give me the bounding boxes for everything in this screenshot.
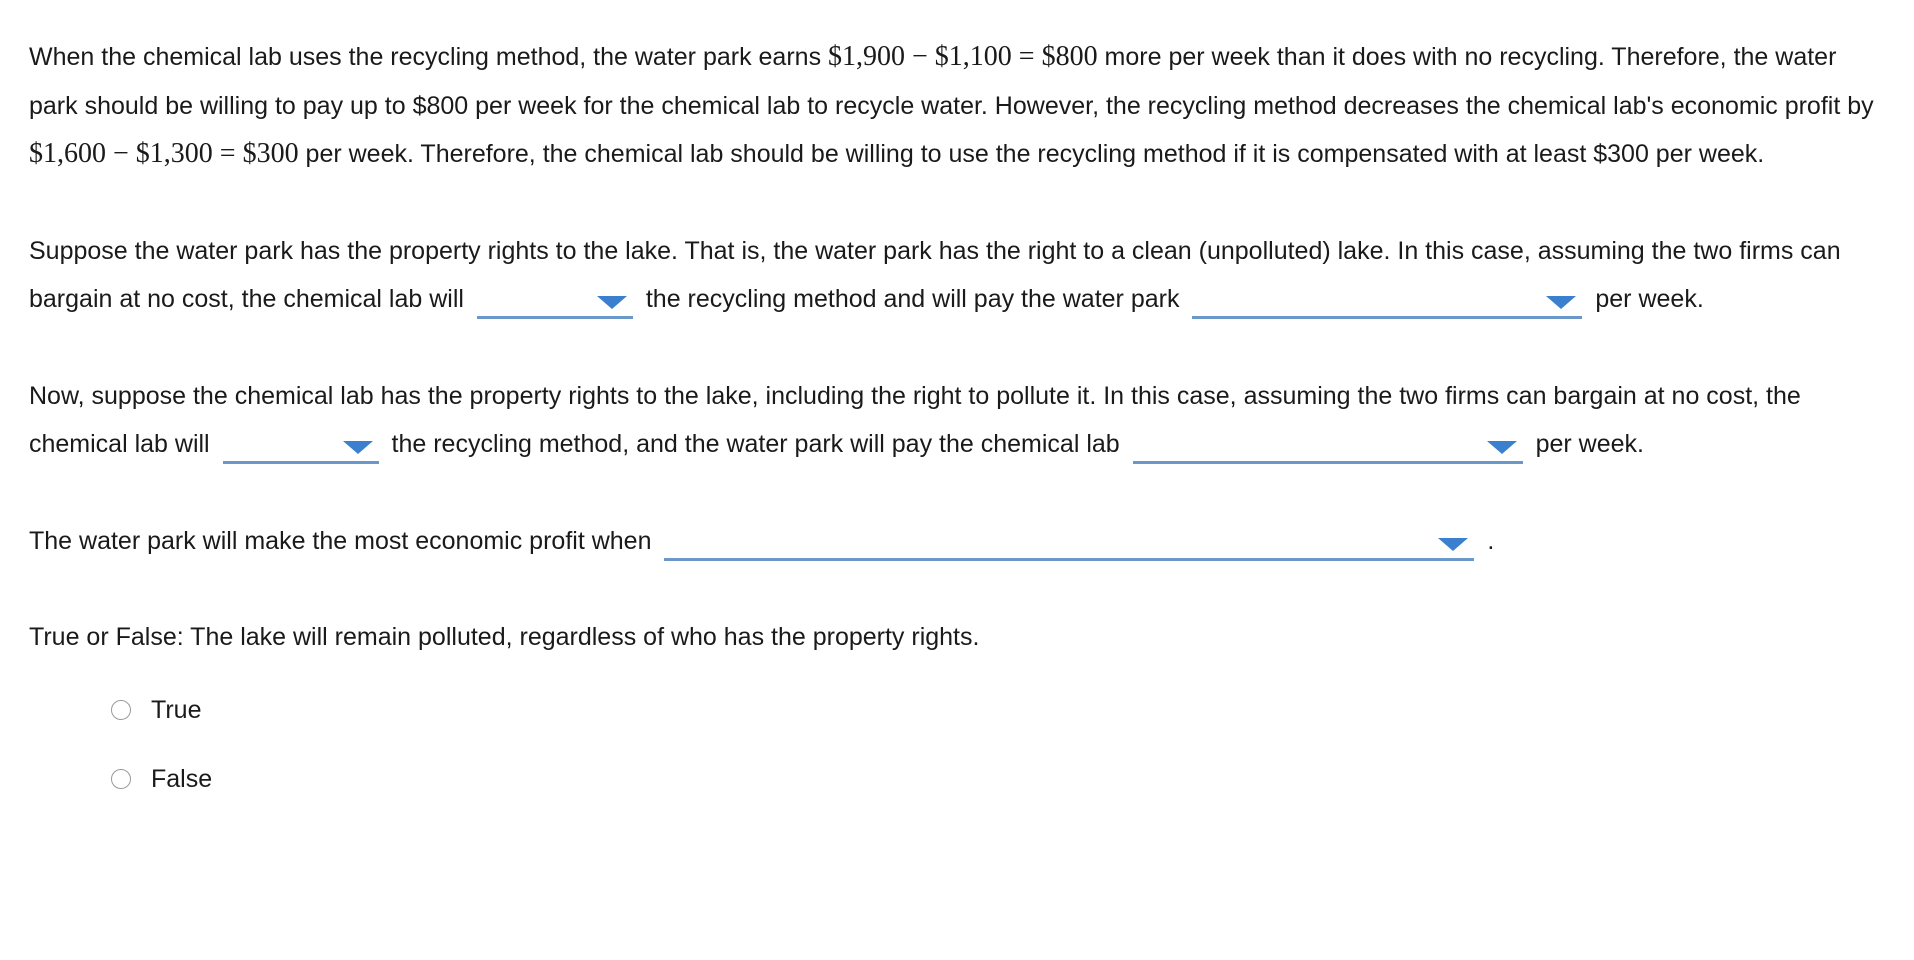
- water-park-rights-paragraph: [29, 227, 1889, 324]
- chemical-lab-rights-paragraph: [29, 372, 1889, 469]
- most-profit-text: The water park will make the most economic profit when: [29, 526, 652, 555]
- lab-action-dropdown-2[interactable]: [223, 434, 379, 464]
- chevron-down-icon: [597, 296, 627, 309]
- option-true[interactable]: [29, 676, 1889, 745]
- chevron-down-icon: [1438, 538, 1468, 551]
- radio-button-true[interactable]: [111, 700, 131, 720]
- radio-button-false[interactable]: [111, 769, 131, 789]
- question-content: [29, 33, 1889, 814]
- true-false-prompt: True or False: The lake will remain polluted, regardless of who has the property rights.: [29, 623, 980, 651]
- payment-amount-dropdown-2[interactable]: [1133, 434, 1523, 464]
- water-park-difference-equation: $1,900 − $1,100 = $800: [828, 41, 1098, 72]
- payment-amount-dropdown-1[interactable]: [1192, 289, 1582, 319]
- explanation-text-c: per week. Therefore, the chemical lab should be willing to use the recycling method if it is compensated with at least $300 per week.: [298, 140, 1765, 168]
- most-profit-period: .: [1487, 526, 1495, 555]
- chevron-down-icon: [343, 441, 373, 454]
- explanation-text-a: When the chemical lab uses the recycling method, the water park earns: [29, 43, 829, 71]
- chevron-down-icon: [1546, 296, 1576, 309]
- water-park-rights-text-c: per week.: [1595, 285, 1704, 313]
- option-false-label: False: [151, 764, 213, 793]
- water-park-rights-text-b: the recycling method and will pay the water park: [645, 285, 1180, 313]
- true-false-options: [29, 676, 1889, 814]
- chevron-down-icon: [1487, 441, 1517, 454]
- explanation-paragraph: [29, 33, 1889, 179]
- explanation-text-b: more per week than it does with no recycling. Therefore, the water park should be willing to pay up to $800 per week for the chemical lab to recycle water. However, the recycling method decreases the chemical lab's economic profit by: [29, 43, 1874, 120]
- chemical-lab-rights-text-c: per week.: [1535, 430, 1644, 458]
- option-true-label: True: [151, 695, 202, 724]
- lab-action-dropdown-1[interactable]: [477, 289, 633, 319]
- most-profit-paragraph: [29, 517, 1889, 566]
- water-park-rights-text-a: Suppose the water park has the property rights to the lake. That is, the water park has the right to a clean (unpolluted) lake. In this case, assuming the two firms can bargain at no cost, the chemical lab will: [29, 236, 1841, 313]
- chemical-lab-difference-equation: $1,600 − $1,300 = $300: [29, 138, 299, 169]
- most-profit-dropdown[interactable]: [664, 531, 1474, 561]
- chemical-lab-rights-text-b: the recycling method, and the water park will pay the chemical lab: [391, 430, 1120, 458]
- chemical-lab-rights-text-a: Now, suppose the chemical lab has the property rights to the lake, including the right to pollute it. In this case, assuming the two firms can bargain at no cost, the chemical lab will: [29, 381, 1801, 458]
- option-false[interactable]: [29, 745, 1889, 814]
